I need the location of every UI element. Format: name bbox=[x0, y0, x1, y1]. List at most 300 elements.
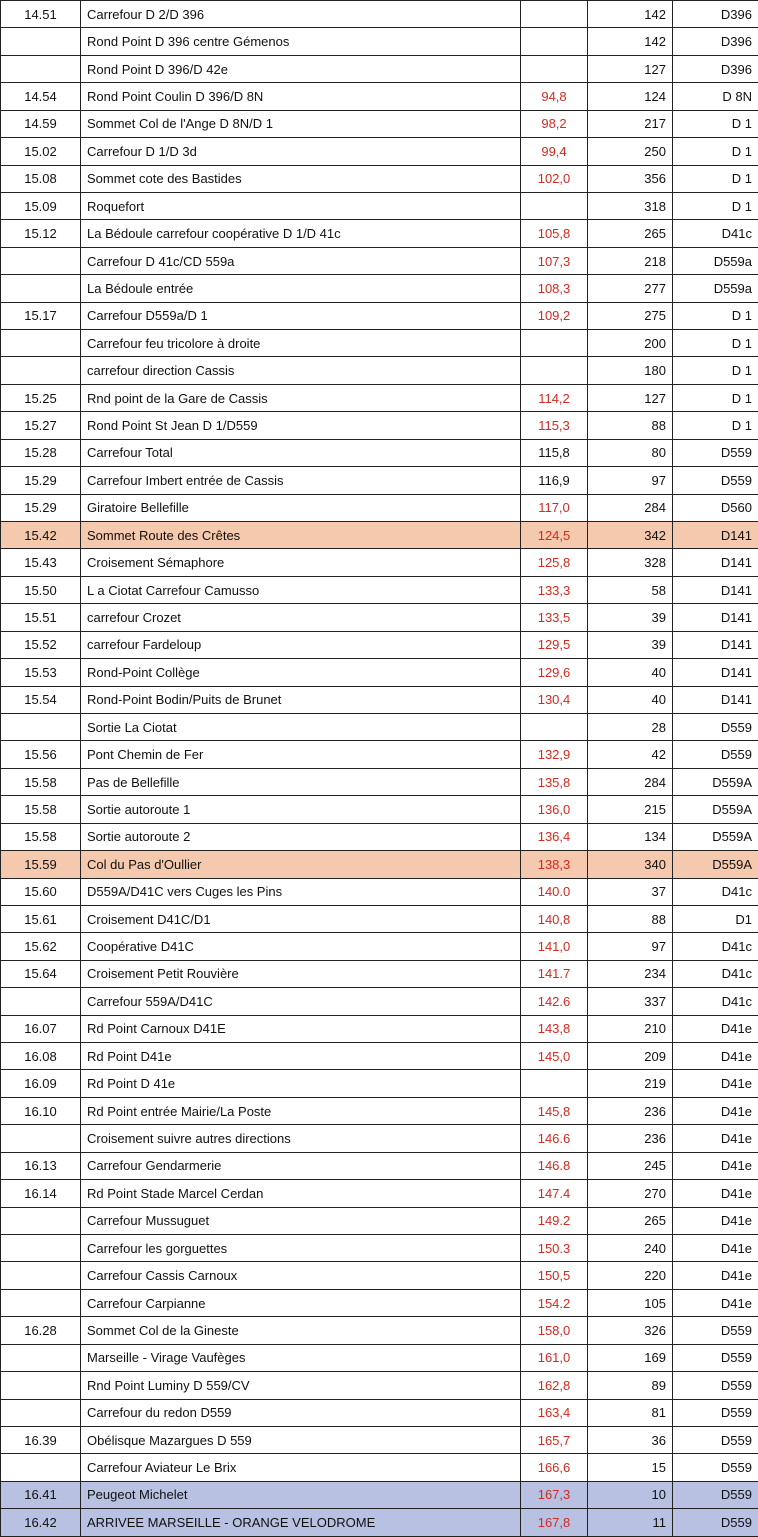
road-cell: D 1 bbox=[673, 138, 758, 165]
time-cell: 15.29 bbox=[1, 494, 81, 521]
road-cell: D559A bbox=[673, 851, 758, 878]
altitude-cell: 89 bbox=[588, 1372, 673, 1399]
time-cell: 16.41 bbox=[1, 1481, 81, 1508]
table-row bbox=[1, 741, 758, 768]
time-cell: 15.56 bbox=[1, 741, 81, 768]
altitude-cell: 39 bbox=[588, 604, 673, 631]
place-cell: Croisement D41C/D1 bbox=[81, 905, 521, 932]
time-cell: 15.28 bbox=[1, 439, 81, 466]
table-row bbox=[1, 357, 758, 384]
time-cell: 15.17 bbox=[1, 302, 81, 329]
place-cell: Giratoire Bellefille bbox=[81, 494, 521, 521]
altitude-cell: 245 bbox=[588, 1152, 673, 1179]
road-cell: D559 bbox=[673, 1509, 758, 1536]
km-cell: 107,3 bbox=[521, 247, 588, 274]
table-row bbox=[1, 823, 758, 850]
altitude-cell: 210 bbox=[588, 1015, 673, 1042]
altitude-cell: 39 bbox=[588, 631, 673, 658]
road-cell: D141 bbox=[673, 604, 758, 631]
km-cell: 140.0 bbox=[521, 878, 588, 905]
km-cell: 109,2 bbox=[521, 302, 588, 329]
road-cell: D559 bbox=[673, 1426, 758, 1453]
table-row bbox=[1, 1043, 758, 1070]
altitude-cell: 265 bbox=[588, 220, 673, 247]
time-cell bbox=[1, 330, 81, 357]
km-cell: 124,5 bbox=[521, 522, 588, 549]
table-row bbox=[1, 933, 758, 960]
place-cell: ARRIVEE MARSEILLE - ORANGE VELODROME bbox=[81, 1509, 521, 1536]
km-cell: 149.2 bbox=[521, 1207, 588, 1234]
km-cell: 98,2 bbox=[521, 110, 588, 137]
road-cell: D559A bbox=[673, 796, 758, 823]
altitude-cell: 328 bbox=[588, 549, 673, 576]
time-cell: 16.10 bbox=[1, 1097, 81, 1124]
km-cell: 108,3 bbox=[521, 275, 588, 302]
road-cell: D559 bbox=[673, 1454, 758, 1481]
km-cell: 163,4 bbox=[521, 1399, 588, 1426]
time-cell bbox=[1, 1262, 81, 1289]
road-cell: D559 bbox=[673, 741, 758, 768]
place-cell: Carrefour Gendarmerie bbox=[81, 1152, 521, 1179]
time-cell bbox=[1, 1399, 81, 1426]
time-cell: 16.08 bbox=[1, 1043, 81, 1070]
km-cell: 145,0 bbox=[521, 1043, 588, 1070]
road-cell: D559A bbox=[673, 768, 758, 795]
road-cell: D 1 bbox=[673, 357, 758, 384]
road-cell: D141 bbox=[673, 686, 758, 713]
place-cell: Rond-Point Collège bbox=[81, 659, 521, 686]
km-cell bbox=[521, 55, 588, 82]
altitude-cell: 342 bbox=[588, 522, 673, 549]
place-cell: Carrefour Aviateur Le Brix bbox=[81, 1454, 521, 1481]
road-cell: D 1 bbox=[673, 165, 758, 192]
km-cell bbox=[521, 357, 588, 384]
road-cell: D41e bbox=[673, 1015, 758, 1042]
place-cell: Carrefour D 1/D 3d bbox=[81, 138, 521, 165]
place-cell: Croisement Sémaphore bbox=[81, 549, 521, 576]
km-cell: 145,8 bbox=[521, 1097, 588, 1124]
altitude-cell: 270 bbox=[588, 1180, 673, 1207]
place-cell: Rd Point Stade Marcel Cerdan bbox=[81, 1180, 521, 1207]
place-cell: Peugeot Michelet bbox=[81, 1481, 521, 1508]
time-cell: 15.08 bbox=[1, 165, 81, 192]
time-cell: 16.42 bbox=[1, 1509, 81, 1536]
table-row bbox=[1, 768, 758, 795]
table-row bbox=[1, 302, 758, 329]
time-cell bbox=[1, 1125, 81, 1152]
time-cell: 15.25 bbox=[1, 384, 81, 411]
place-cell: Rd Point D 41e bbox=[81, 1070, 521, 1097]
km-cell bbox=[521, 1, 588, 28]
place-cell: carrefour Crozet bbox=[81, 604, 521, 631]
time-cell: 15.60 bbox=[1, 878, 81, 905]
km-cell: 140,8 bbox=[521, 905, 588, 932]
altitude-cell: 236 bbox=[588, 1125, 673, 1152]
table-row bbox=[1, 138, 758, 165]
altitude-cell: 234 bbox=[588, 960, 673, 987]
road-cell: D559 bbox=[673, 1372, 758, 1399]
km-cell: 114,2 bbox=[521, 384, 588, 411]
road-cell: D41c bbox=[673, 220, 758, 247]
table-row bbox=[1, 55, 758, 82]
table-row bbox=[1, 247, 758, 274]
altitude-cell: 318 bbox=[588, 192, 673, 219]
km-cell: 142.6 bbox=[521, 988, 588, 1015]
route-table-body bbox=[1, 1, 758, 1537]
place-cell: L a Ciotat Carrefour Camusso bbox=[81, 576, 521, 603]
altitude-cell: 97 bbox=[588, 467, 673, 494]
altitude-cell: 37 bbox=[588, 878, 673, 905]
place-cell: Sortie La Ciotat bbox=[81, 713, 521, 740]
road-cell: D41e bbox=[673, 1125, 758, 1152]
time-cell: 14.59 bbox=[1, 110, 81, 137]
altitude-cell: 356 bbox=[588, 165, 673, 192]
altitude-cell: 105 bbox=[588, 1289, 673, 1316]
road-cell: D41e bbox=[673, 1289, 758, 1316]
altitude-cell: 10 bbox=[588, 1481, 673, 1508]
time-cell: 16.14 bbox=[1, 1180, 81, 1207]
road-cell: D559 bbox=[673, 1344, 758, 1371]
table-row bbox=[1, 1152, 758, 1179]
table-row bbox=[1, 1234, 758, 1261]
altitude-cell: 11 bbox=[588, 1509, 673, 1536]
table-row bbox=[1, 988, 758, 1015]
altitude-cell: 218 bbox=[588, 247, 673, 274]
time-cell bbox=[1, 1234, 81, 1261]
place-cell: Rond-Point Bodin/Puits de Brunet bbox=[81, 686, 521, 713]
road-cell: D 1 bbox=[673, 302, 758, 329]
km-cell: 125,8 bbox=[521, 549, 588, 576]
road-cell: D41c bbox=[673, 878, 758, 905]
km-cell: 130,4 bbox=[521, 686, 588, 713]
place-cell: Rnd point de la Gare de Cassis bbox=[81, 384, 521, 411]
altitude-cell: 42 bbox=[588, 741, 673, 768]
table-row bbox=[1, 549, 758, 576]
altitude-cell: 127 bbox=[588, 55, 673, 82]
altitude-cell: 127 bbox=[588, 384, 673, 411]
km-cell: 102,0 bbox=[521, 165, 588, 192]
place-cell: Col du Pas d'Oullier bbox=[81, 851, 521, 878]
road-cell: D41e bbox=[673, 1152, 758, 1179]
table-row bbox=[1, 1, 758, 28]
altitude-cell: 88 bbox=[588, 412, 673, 439]
place-cell: Rond Point Coulin D 396/D 8N bbox=[81, 83, 521, 110]
km-cell: 117,0 bbox=[521, 494, 588, 521]
place-cell: carrefour Fardeloup bbox=[81, 631, 521, 658]
table-row bbox=[1, 494, 758, 521]
time-cell: 15.43 bbox=[1, 549, 81, 576]
place-cell: Croisement suivre autres directions bbox=[81, 1125, 521, 1152]
table-row bbox=[1, 412, 758, 439]
road-cell: D41e bbox=[673, 1234, 758, 1261]
km-cell: 146.8 bbox=[521, 1152, 588, 1179]
altitude-cell: 58 bbox=[588, 576, 673, 603]
place-cell: Roquefort bbox=[81, 192, 521, 219]
table-row bbox=[1, 83, 758, 110]
time-cell bbox=[1, 28, 81, 55]
place-cell: Sortie autoroute 1 bbox=[81, 796, 521, 823]
time-cell: 15.02 bbox=[1, 138, 81, 165]
place-cell: Rd Point D41e bbox=[81, 1043, 521, 1070]
km-cell: 167,3 bbox=[521, 1481, 588, 1508]
time-cell: 16.09 bbox=[1, 1070, 81, 1097]
time-cell: 15.58 bbox=[1, 823, 81, 850]
road-cell: D559a bbox=[673, 275, 758, 302]
altitude-cell: 142 bbox=[588, 1, 673, 28]
time-cell: 15.50 bbox=[1, 576, 81, 603]
road-cell: D559 bbox=[673, 713, 758, 740]
time-cell: 15.51 bbox=[1, 604, 81, 631]
table-row bbox=[1, 522, 758, 549]
table-row bbox=[1, 1372, 758, 1399]
altitude-cell: 277 bbox=[588, 275, 673, 302]
table-row bbox=[1, 220, 758, 247]
km-cell: 150.3 bbox=[521, 1234, 588, 1261]
road-cell: D41e bbox=[673, 1070, 758, 1097]
place-cell: Rond Point St Jean D 1/D559 bbox=[81, 412, 521, 439]
altitude-cell: 15 bbox=[588, 1454, 673, 1481]
table-row bbox=[1, 1070, 758, 1097]
km-cell: 136,0 bbox=[521, 796, 588, 823]
road-cell: D559 bbox=[673, 1399, 758, 1426]
place-cell: Carrefour Carpianne bbox=[81, 1289, 521, 1316]
km-cell: 133,5 bbox=[521, 604, 588, 631]
table-row bbox=[1, 192, 758, 219]
km-cell bbox=[521, 330, 588, 357]
time-cell: 14.51 bbox=[1, 1, 81, 28]
km-cell: 147.4 bbox=[521, 1180, 588, 1207]
time-cell: 15.09 bbox=[1, 192, 81, 219]
place-cell: carrefour direction Cassis bbox=[81, 357, 521, 384]
time-cell: 15.54 bbox=[1, 686, 81, 713]
road-cell: D41c bbox=[673, 960, 758, 987]
road-cell: D41e bbox=[673, 1180, 758, 1207]
place-cell: Carrefour du redon D559 bbox=[81, 1399, 521, 1426]
place-cell: Carrefour 559A/D41C bbox=[81, 988, 521, 1015]
place-cell: Sortie autoroute 2 bbox=[81, 823, 521, 850]
road-cell: D41e bbox=[673, 1043, 758, 1070]
km-cell: 161,0 bbox=[521, 1344, 588, 1371]
table-row bbox=[1, 686, 758, 713]
km-cell: 105,8 bbox=[521, 220, 588, 247]
place-cell: Carrefour Imbert entrée de Cassis bbox=[81, 467, 521, 494]
road-cell: D41c bbox=[673, 988, 758, 1015]
altitude-cell: 236 bbox=[588, 1097, 673, 1124]
road-cell: D41e bbox=[673, 1262, 758, 1289]
time-cell: 15.42 bbox=[1, 522, 81, 549]
time-cell: 15.61 bbox=[1, 905, 81, 932]
altitude-cell: 337 bbox=[588, 988, 673, 1015]
table-row bbox=[1, 878, 758, 905]
table-row bbox=[1, 576, 758, 603]
road-cell: D559a bbox=[673, 247, 758, 274]
time-cell bbox=[1, 275, 81, 302]
road-cell: D41e bbox=[673, 1207, 758, 1234]
km-cell: 136,4 bbox=[521, 823, 588, 850]
place-cell: Rnd Point Luminy D 559/CV bbox=[81, 1372, 521, 1399]
place-cell: Sommet Route des Crêtes bbox=[81, 522, 521, 549]
road-cell: D1 bbox=[673, 905, 758, 932]
place-cell: Rond Point D 396 centre Gémenos bbox=[81, 28, 521, 55]
altitude-cell: 142 bbox=[588, 28, 673, 55]
altitude-cell: 180 bbox=[588, 357, 673, 384]
table-row bbox=[1, 851, 758, 878]
time-cell: 15.12 bbox=[1, 220, 81, 247]
km-cell bbox=[521, 1070, 588, 1097]
km-cell: 146.6 bbox=[521, 1125, 588, 1152]
place-cell: La Bédoule entrée bbox=[81, 275, 521, 302]
time-cell: 16.13 bbox=[1, 1152, 81, 1179]
altitude-cell: 124 bbox=[588, 83, 673, 110]
place-cell: Marseille - Virage Vaufèges bbox=[81, 1344, 521, 1371]
road-cell: D 1 bbox=[673, 412, 758, 439]
place-cell: Rond Point D 396/D 42e bbox=[81, 55, 521, 82]
table-row bbox=[1, 1207, 758, 1234]
time-cell bbox=[1, 1207, 81, 1234]
time-cell bbox=[1, 357, 81, 384]
place-cell: D559A/D41C vers Cuges les Pins bbox=[81, 878, 521, 905]
place-cell: Rd Point Carnoux D41E bbox=[81, 1015, 521, 1042]
altitude-cell: 36 bbox=[588, 1426, 673, 1453]
road-cell: D559 bbox=[673, 1481, 758, 1508]
road-cell: D41c bbox=[673, 933, 758, 960]
road-cell: D 1 bbox=[673, 110, 758, 137]
place-cell: Sommet cote des Bastides bbox=[81, 165, 521, 192]
altitude-cell: 275 bbox=[588, 302, 673, 329]
table-row bbox=[1, 275, 758, 302]
table-row bbox=[1, 330, 758, 357]
table-row bbox=[1, 1509, 758, 1536]
altitude-cell: 40 bbox=[588, 686, 673, 713]
time-cell: 15.29 bbox=[1, 467, 81, 494]
altitude-cell: 134 bbox=[588, 823, 673, 850]
km-cell: 129,6 bbox=[521, 659, 588, 686]
time-cell: 15.58 bbox=[1, 768, 81, 795]
km-cell: 167,8 bbox=[521, 1509, 588, 1536]
table-row bbox=[1, 960, 758, 987]
altitude-cell: 169 bbox=[588, 1344, 673, 1371]
altitude-cell: 284 bbox=[588, 768, 673, 795]
road-cell: D560 bbox=[673, 494, 758, 521]
time-cell bbox=[1, 1289, 81, 1316]
altitude-cell: 217 bbox=[588, 110, 673, 137]
km-cell: 141,0 bbox=[521, 933, 588, 960]
time-cell: 15.52 bbox=[1, 631, 81, 658]
place-cell: Carrefour Total bbox=[81, 439, 521, 466]
table-row bbox=[1, 1344, 758, 1371]
km-cell: 115,3 bbox=[521, 412, 588, 439]
time-cell bbox=[1, 988, 81, 1015]
road-cell: D141 bbox=[673, 576, 758, 603]
table-row bbox=[1, 1481, 758, 1508]
km-cell: 116,9 bbox=[521, 467, 588, 494]
table-row bbox=[1, 659, 758, 686]
altitude-cell: 265 bbox=[588, 1207, 673, 1234]
table-row bbox=[1, 1426, 758, 1453]
time-cell: 14.54 bbox=[1, 83, 81, 110]
table-row bbox=[1, 1262, 758, 1289]
altitude-cell: 97 bbox=[588, 933, 673, 960]
road-cell: D396 bbox=[673, 55, 758, 82]
km-cell: 99,4 bbox=[521, 138, 588, 165]
table-row bbox=[1, 631, 758, 658]
place-cell: Carrefour Mussuguet bbox=[81, 1207, 521, 1234]
altitude-cell: 81 bbox=[588, 1399, 673, 1426]
time-cell bbox=[1, 247, 81, 274]
time-cell: 15.62 bbox=[1, 933, 81, 960]
altitude-cell: 80 bbox=[588, 439, 673, 466]
km-cell: 158,0 bbox=[521, 1317, 588, 1344]
table-row bbox=[1, 165, 758, 192]
road-cell: D 1 bbox=[673, 384, 758, 411]
altitude-cell: 284 bbox=[588, 494, 673, 521]
road-cell: D559A bbox=[673, 823, 758, 850]
road-cell: D141 bbox=[673, 631, 758, 658]
time-cell bbox=[1, 55, 81, 82]
table-row bbox=[1, 905, 758, 932]
altitude-cell: 200 bbox=[588, 330, 673, 357]
table-row bbox=[1, 1097, 758, 1124]
table-row bbox=[1, 384, 758, 411]
table-row bbox=[1, 796, 758, 823]
km-cell: 150,5 bbox=[521, 1262, 588, 1289]
time-cell: 16.39 bbox=[1, 1426, 81, 1453]
road-cell: D396 bbox=[673, 1, 758, 28]
road-cell: D559 bbox=[673, 467, 758, 494]
road-cell: D141 bbox=[673, 659, 758, 686]
km-cell: 132,9 bbox=[521, 741, 588, 768]
altitude-cell: 215 bbox=[588, 796, 673, 823]
time-cell: 15.27 bbox=[1, 412, 81, 439]
road-cell: D559 bbox=[673, 439, 758, 466]
km-cell bbox=[521, 28, 588, 55]
road-cell: D396 bbox=[673, 28, 758, 55]
altitude-cell: 219 bbox=[588, 1070, 673, 1097]
km-cell: 135,8 bbox=[521, 768, 588, 795]
table-row bbox=[1, 110, 758, 137]
place-cell: La Bédoule carrefour coopérative D 1/D 41c bbox=[81, 220, 521, 247]
km-cell: 162,8 bbox=[521, 1372, 588, 1399]
time-cell: 16.28 bbox=[1, 1317, 81, 1344]
km-cell: 129,5 bbox=[521, 631, 588, 658]
km-cell: 143,8 bbox=[521, 1015, 588, 1042]
table-row bbox=[1, 604, 758, 631]
road-cell: D 1 bbox=[673, 192, 758, 219]
table-row bbox=[1, 28, 758, 55]
km-cell bbox=[521, 713, 588, 740]
table-row bbox=[1, 1180, 758, 1207]
road-cell: D141 bbox=[673, 549, 758, 576]
km-cell: 115,8 bbox=[521, 439, 588, 466]
altitude-cell: 340 bbox=[588, 851, 673, 878]
table-row bbox=[1, 1125, 758, 1152]
place-cell: Carrefour D 2/D 396 bbox=[81, 1, 521, 28]
time-cell: 15.64 bbox=[1, 960, 81, 987]
place-cell: Carrefour feu tricolore à droite bbox=[81, 330, 521, 357]
km-cell: 154.2 bbox=[521, 1289, 588, 1316]
place-cell: Carrefour D559a/D 1 bbox=[81, 302, 521, 329]
place-cell: Carrefour Cassis Carnoux bbox=[81, 1262, 521, 1289]
road-cell: D 1 bbox=[673, 330, 758, 357]
km-cell: 141.7 bbox=[521, 960, 588, 987]
km-cell bbox=[521, 192, 588, 219]
altitude-cell: 40 bbox=[588, 659, 673, 686]
time-cell bbox=[1, 713, 81, 740]
table-row bbox=[1, 713, 758, 740]
altitude-cell: 326 bbox=[588, 1317, 673, 1344]
table-row bbox=[1, 1317, 758, 1344]
altitude-cell: 28 bbox=[588, 713, 673, 740]
